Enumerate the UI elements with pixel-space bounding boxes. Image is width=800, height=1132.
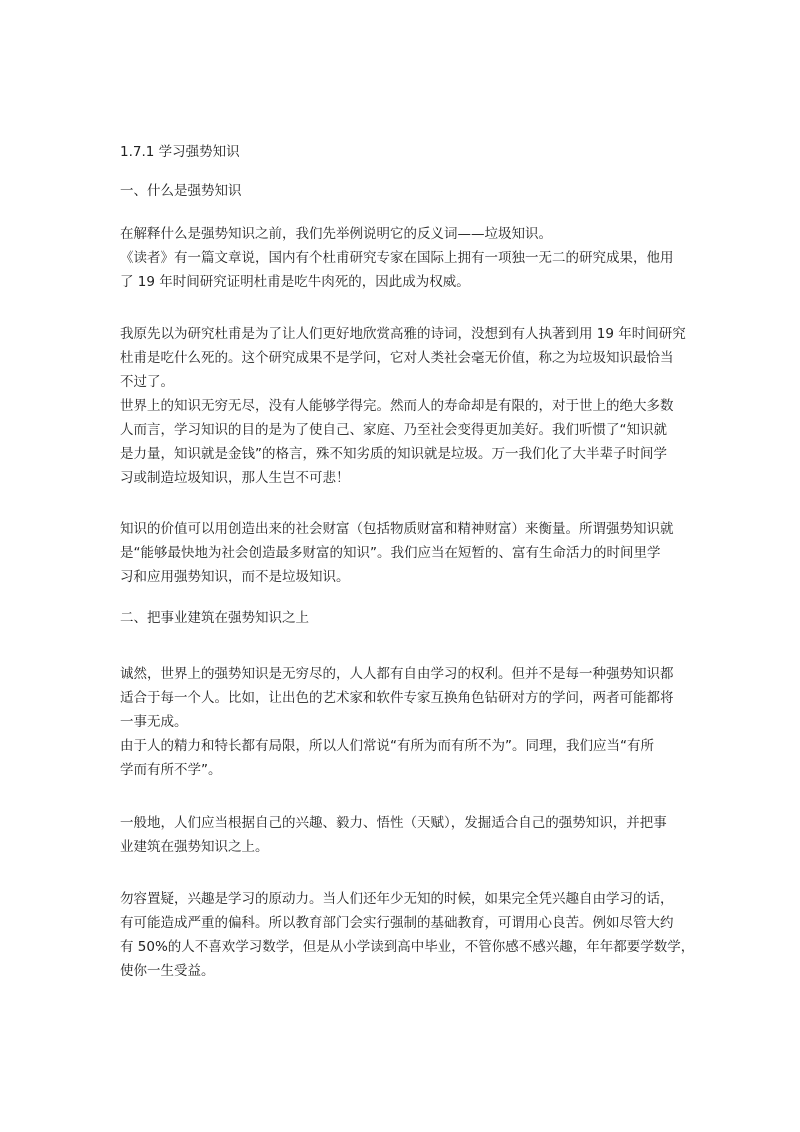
paragraph-line: 勿容置疑，兴趣是学习的原动力。当人们还年少无知的时候，如果完全凭兴趣自由学习的话， [120, 891, 674, 907]
paragraph-line: 一般地，人们应当根据自己的兴趣、毅力、悟性（天赋），发掘适合自己的强势知识，并把事 [120, 815, 667, 831]
paragraph-line: 我原先以为研究杜甫是为了让人们更好地欣赏高雅的诗词，没想到有人执著到用 19 年时间研究 [120, 326, 686, 342]
paragraph-line: 了 19 年时间研究证明杜甫是吃牛肉死的，因此成为权威。 [120, 274, 470, 290]
paragraph-line: 世界上的知识无穷无尽，没有人能够学得完。然而人的寿命却是有限的，对于世上的绝大多数 [120, 398, 674, 414]
paragraph-line: 有 50%的人不喜欢学习数学，但是从小学读到高中毕业，不管你感不感兴趣，年年都要学数学， [120, 939, 695, 955]
paragraph-line: 《读者》有一篇文章说，国内有个杜甫研究专家在国际上拥有一项独一无二的研究成果，他用 [120, 250, 674, 266]
paragraph-line: 人而言，学习知识的目的是为了使自己、家庭、乃至社会变得更加美好。我们听惯了“知识就 [120, 422, 667, 438]
subsection-heading: 二、把事业建筑在强势知识之上 [120, 610, 309, 626]
paragraph-line: 习或制造垃圾知识，那人生岂不可悲！ [120, 470, 350, 486]
paragraph-line: 使你一生受益。 [120, 963, 215, 979]
paragraph-line: 杜甫是吃什么死的。这个研究成果不是学问，它对人类社会毫无价值，称之为垃圾知识最恰当 [120, 350, 674, 366]
paragraph-line: 适合于每一个人。比如，让出色的艺术家和软件专家互换角色钻研对方的学问，两者可能都将 [120, 690, 674, 706]
subsection-heading: 一、什么是强势知识 [120, 183, 242, 199]
paragraph-line: 在解释什么是强势知识之前，我们先举例说明它的反义词——垃圾知识。 [120, 226, 552, 242]
paragraph-line: 有可能造成严重的偏科。所以教育部门会实行强制的基础教育，可谓用心良苦。例如尽管大约 [120, 915, 674, 931]
paragraph-line: 一事无成。 [120, 714, 188, 730]
paragraph-line: 是“能够最快地为社会创造最多财富的知识”。我们应当在短暂的、富有生命活力的时间里学 [120, 545, 661, 561]
paragraph-line: 学而有所不学”。 [120, 762, 222, 778]
paragraph-line: 由于人的精力和特长都有局限，所以人们常说“有所为而有所不为”。同理，我们应当“有所 [120, 738, 654, 754]
paragraph-line: 知识的价值可以用创造出来的社会财富（包括物质财富和精神财富）来衡量。所谓强势知识就 [120, 521, 674, 537]
paragraph-line: 习和应用强势知识，而不是垃圾知识。 [120, 569, 350, 585]
paragraph-line: 是力量，知识就是金钱”的格言，殊不知劣质的知识就是垃圾。万一我们化了大半辈子时间学 [120, 446, 667, 462]
paragraph-line: 诚然，世界上的强势知识是无穷尽的，人人都有自由学习的权利。但并不是每一种强势知识都 [120, 666, 674, 682]
paragraph-line: 不过了。 [120, 374, 174, 390]
section-heading: 1.7.1 学习强势知识 [120, 144, 240, 160]
paragraph-line: 业建筑在强势知识之上。 [120, 839, 269, 855]
